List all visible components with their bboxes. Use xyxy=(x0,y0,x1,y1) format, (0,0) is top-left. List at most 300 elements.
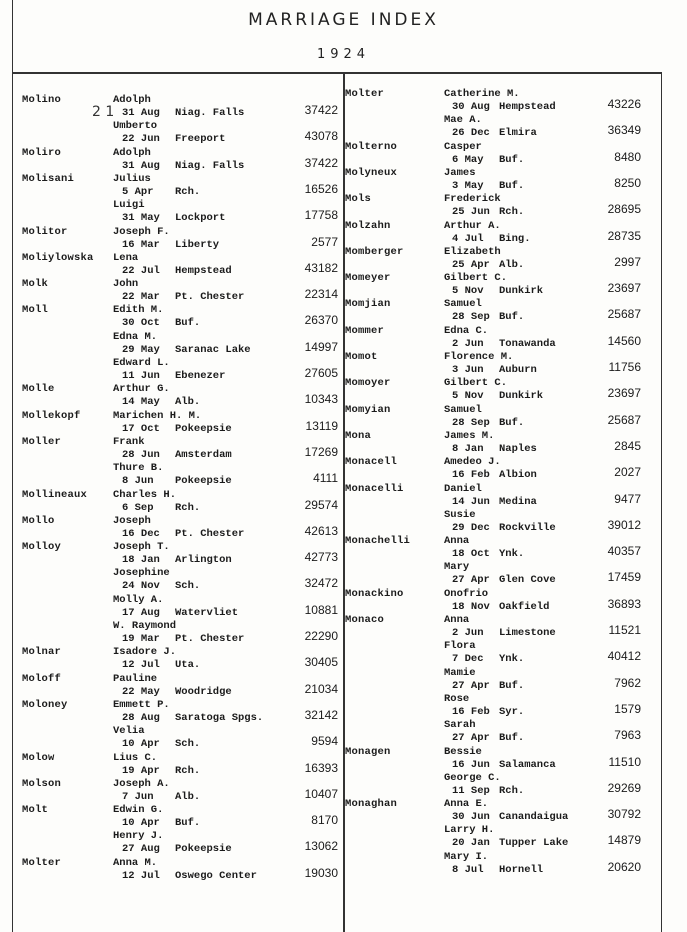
entry-certificate-number: 29574 xyxy=(304,497,338,512)
entry-date: 29 May xyxy=(122,343,160,356)
entry-given-name: Lius C. xyxy=(113,751,158,764)
entry-given-name: Lena xyxy=(113,251,139,264)
index-entry xyxy=(22,699,342,725)
index-entry xyxy=(22,252,342,278)
entry-certificate-number: 32142 xyxy=(304,707,338,722)
index-entry xyxy=(22,620,342,646)
entry-surname: Monacell xyxy=(345,456,398,469)
entry-place: Medina xyxy=(499,495,537,508)
index-entry xyxy=(345,88,645,114)
entry-given-name: Julius xyxy=(113,172,151,185)
entry-place: Rch. xyxy=(499,206,525,219)
entry-given-name: Amedeo J. xyxy=(444,456,501,469)
index-entry xyxy=(345,746,645,772)
index-entry xyxy=(22,462,342,488)
entry-surname: Mollekopf xyxy=(22,409,81,422)
entry-given-name: Gilbert C. xyxy=(444,272,508,285)
entry-date: 30 Oct xyxy=(122,317,160,330)
entry-surname: Molk xyxy=(22,278,49,291)
entry-date: 28 Sep xyxy=(452,416,490,429)
index-entry xyxy=(345,614,645,640)
entry-surname: Mona xyxy=(345,429,372,442)
entry-given-name: Casper xyxy=(444,140,482,153)
index-entry xyxy=(22,752,342,778)
index-entry xyxy=(22,778,342,804)
entry-date: 18 Nov xyxy=(452,600,490,613)
entry-given-name: Joseph F. xyxy=(113,225,170,238)
entry-place: Alb. xyxy=(175,790,201,803)
entry-given-name: Elizabeth xyxy=(444,245,501,258)
entry-surname: Momyian xyxy=(345,403,391,416)
entry-given-name: Joseph T. xyxy=(113,541,170,554)
entry-certificate-number: 13062 xyxy=(304,839,338,854)
entry-certificate-number: 37422 xyxy=(304,103,338,117)
entry-surname: Moliylowska xyxy=(22,251,94,264)
entry-given-name: Catherine M. xyxy=(444,88,520,100)
index-entry xyxy=(22,120,342,146)
entry-certificate-number: 7962 xyxy=(614,675,641,690)
entry-given-name: Arthur A. xyxy=(444,219,501,232)
entry-place: Sch. xyxy=(175,580,201,593)
entry-certificate-number: 2577 xyxy=(311,234,338,249)
entry-date: 31 May xyxy=(122,212,160,225)
index-entry xyxy=(345,824,645,850)
entry-place: Saranac Lake xyxy=(175,343,251,356)
entry-certificate-number: 40412 xyxy=(607,649,641,664)
entry-surname: Monachelli xyxy=(345,535,411,548)
entry-given-name: Joseph xyxy=(113,514,151,527)
entry-place: Amsterdam xyxy=(175,448,232,461)
entry-date: 28 Jun xyxy=(122,448,160,461)
entry-surname: Momeyer xyxy=(345,272,391,285)
entry-place: Hempstead xyxy=(175,264,232,277)
entry-surname: Moloff xyxy=(22,672,62,685)
entry-certificate-number: 30405 xyxy=(304,655,338,670)
entry-given-name: Edna C. xyxy=(444,324,489,337)
entry-date: 6 Sep xyxy=(122,501,154,514)
entry-place: Liberty xyxy=(175,238,220,251)
entry-certificate-number: 14997 xyxy=(304,339,338,354)
entry-date: 25 Apr xyxy=(452,258,490,271)
entry-date: 18 Jan xyxy=(122,554,160,567)
entry-given-name: James M. xyxy=(444,429,495,442)
entry-certificate-number: 30792 xyxy=(607,807,641,822)
entry-certificate-number: 17459 xyxy=(607,570,641,585)
index-entry xyxy=(22,226,342,252)
entry-surname: Mollo xyxy=(22,514,55,527)
entry-certificate-number: 17269 xyxy=(304,444,338,459)
index-entry xyxy=(345,325,645,351)
entry-certificate-number: 13119 xyxy=(305,418,338,433)
entry-date: 5 Apr xyxy=(122,185,154,198)
entry-place: Pokeepsie xyxy=(175,843,232,856)
entry-surname: Molnar xyxy=(22,646,62,659)
entry-given-name: Pauline xyxy=(113,672,158,685)
index-entry xyxy=(345,667,645,693)
entry-certificate-number: 11521 xyxy=(608,623,641,637)
entry-certificate-number: 26370 xyxy=(304,313,338,328)
entry-certificate-number: 43182 xyxy=(304,260,338,275)
index-entry xyxy=(22,594,342,620)
entry-surname: Molter xyxy=(22,856,62,869)
entry-date: 25 Jun xyxy=(452,206,490,219)
index-entry xyxy=(22,515,342,541)
entry-date: 19 Apr xyxy=(122,764,160,777)
entry-certificate-number: 2845 xyxy=(614,438,641,453)
entry-certificate-number: 8170 xyxy=(311,813,338,828)
entry-date: 7 Dec xyxy=(452,653,484,666)
entry-certificate-number: 22290 xyxy=(304,629,338,643)
index-entry xyxy=(22,199,342,225)
index-entry xyxy=(345,141,645,167)
entry-surname: Moll xyxy=(22,304,49,317)
entry-certificate-number: 25687 xyxy=(607,307,641,322)
entry-given-name: Marichen H. M. xyxy=(113,409,202,422)
entry-certificate-number: 43078 xyxy=(304,129,338,144)
entry-given-name: Adolph xyxy=(113,94,151,106)
entry-surname: Moliro xyxy=(22,146,62,159)
entry-surname: Mollineaux xyxy=(22,488,88,501)
entry-date: 8 Jan xyxy=(452,442,484,455)
entry-place: Dunkirk xyxy=(499,285,544,298)
entry-certificate-number: 28695 xyxy=(607,202,641,217)
entry-given-name: Anna xyxy=(444,614,470,626)
entry-date: 12 Jul xyxy=(122,869,160,882)
entry-surname: Molyneux xyxy=(345,166,398,179)
entry-place: Syr. xyxy=(499,705,525,718)
entry-certificate-number: 27605 xyxy=(304,366,338,380)
entry-given-name: Luigi xyxy=(113,199,145,212)
entry-place: Arlington xyxy=(175,554,232,567)
entry-date: 17 Oct xyxy=(122,422,160,435)
entry-date: 10 Apr xyxy=(122,817,160,830)
entry-certificate-number: 10407 xyxy=(304,786,338,801)
entry-given-name: Rose xyxy=(444,692,470,705)
index-entry xyxy=(345,772,645,798)
entry-surname: Moloney xyxy=(22,698,68,711)
entry-place: Pt. Chester xyxy=(175,527,245,540)
entry-date: 27 Apr xyxy=(452,574,490,587)
entry-certificate-number: 7963 xyxy=(614,728,641,743)
entry-certificate-number: 17758 xyxy=(304,208,338,223)
entry-date: 22 May xyxy=(122,685,160,698)
index-entry xyxy=(22,147,342,173)
entry-place: Buf. xyxy=(175,317,201,330)
entry-date: 20 Jan xyxy=(452,837,490,850)
entry-certificate-number: 11756 xyxy=(608,360,641,374)
entry-date: 27 Apr xyxy=(452,732,490,745)
entry-certificate-number: 23697 xyxy=(607,281,641,296)
entry-given-name: Flora xyxy=(444,640,476,653)
entry-place: Rch. xyxy=(175,501,201,514)
entry-place: Sch. xyxy=(175,738,201,751)
entry-surname: Molisani xyxy=(22,172,75,185)
entry-given-name: Onofrio xyxy=(444,587,489,600)
entry-given-name: Gilbert C. xyxy=(444,377,508,390)
entry-surname: Momoyer xyxy=(345,377,391,390)
index-entry xyxy=(345,456,645,482)
entry-given-name: W. Raymond xyxy=(113,620,177,632)
index-entry xyxy=(22,646,342,672)
index-entry xyxy=(345,561,645,587)
entry-date: 2 Jun xyxy=(452,627,484,639)
entry-place: Hornell xyxy=(499,863,544,876)
entry-place: Rockville xyxy=(499,521,556,534)
entry-place: Auburn xyxy=(499,364,537,376)
entry-certificate-number: 2027 xyxy=(614,465,641,480)
index-entry xyxy=(345,246,645,272)
entry-given-name: Samuel xyxy=(444,403,482,416)
right-margin-rule xyxy=(661,73,662,932)
entry-place: Buf. xyxy=(175,817,201,830)
entry-place: Naples xyxy=(499,442,537,455)
entry-certificate-number: 2997 xyxy=(614,254,641,269)
entry-surname: Molson xyxy=(22,777,62,790)
entry-place: Canandaigua xyxy=(499,811,569,824)
index-entry xyxy=(345,272,645,298)
entry-given-name: Umberto xyxy=(113,120,158,133)
entry-certificate-number: 29269 xyxy=(607,780,641,795)
entry-place: Glen Cove xyxy=(499,574,556,587)
entry-place: Rch. xyxy=(499,784,525,797)
entry-certificate-number: 10881 xyxy=(304,602,338,617)
index-year: 1924 xyxy=(316,47,371,62)
page-title: MARRIAGE INDEX xyxy=(248,10,439,30)
entry-surname: Molle xyxy=(22,383,55,396)
entry-given-name: Arthur G. xyxy=(113,383,170,396)
entry-place: Albion xyxy=(499,469,537,482)
entry-place: Ynk. xyxy=(499,548,525,561)
entry-place: Buf. xyxy=(499,732,525,745)
entry-date: 12 Jul xyxy=(122,659,160,672)
index-entry xyxy=(22,331,342,357)
entry-date: 8 Jun xyxy=(122,475,154,488)
index-entry xyxy=(22,304,342,330)
entry-surname: Molino xyxy=(22,94,62,106)
entry-given-name: John xyxy=(113,278,139,291)
index-entry xyxy=(22,725,342,751)
entry-date: 8 Jul xyxy=(452,863,484,876)
entry-given-name: Josephine xyxy=(113,567,170,580)
entry-certificate-number: 16393 xyxy=(304,760,338,775)
index-entry xyxy=(345,693,645,719)
index-entry xyxy=(345,351,645,377)
entry-place: Saratoga Spgs. xyxy=(175,711,264,724)
index-entry xyxy=(22,830,342,856)
entry-date: 10 Apr xyxy=(122,738,160,751)
entry-given-name: George C. xyxy=(444,771,501,784)
entry-given-name: Adolph xyxy=(113,146,151,159)
entry-given-name: Henry J. xyxy=(113,830,164,843)
entry-surname: Molow xyxy=(22,751,55,764)
entry-surname: Molt xyxy=(22,804,49,817)
entry-date: 7 Jun xyxy=(122,790,154,803)
entry-place: Niag. Falls xyxy=(175,107,245,119)
entry-place: Tonawanda xyxy=(499,337,556,350)
entry-certificate-number: 9477 xyxy=(614,491,641,506)
entry-surname: Monacelli xyxy=(345,482,404,495)
entry-certificate-number: 19030 xyxy=(304,865,338,880)
entry-certificate-number: 23697 xyxy=(607,386,641,401)
index-entry xyxy=(345,851,645,877)
index-entry xyxy=(22,94,342,120)
entry-certificate-number: 9594 xyxy=(311,734,338,749)
entry-certificate-number: 25687 xyxy=(607,412,641,427)
entry-certificate-number: 42773 xyxy=(304,550,338,565)
entry-certificate-number: 37422 xyxy=(304,155,338,170)
entry-place: Buf. xyxy=(499,311,525,324)
entry-surname: Monaghan xyxy=(345,798,398,811)
handwritten-note: 2 1 xyxy=(92,104,115,120)
entry-date: 26 Dec xyxy=(452,127,490,140)
index-entry xyxy=(345,509,645,535)
entry-date: 6 May xyxy=(452,153,484,166)
index-entry xyxy=(22,857,342,883)
index-entry xyxy=(345,588,645,614)
index-entry xyxy=(22,278,342,304)
entry-date: 16 Jun xyxy=(452,758,490,771)
entry-surname: Molitor xyxy=(22,225,68,238)
entry-place: Uta. xyxy=(175,659,201,672)
entry-certificate-number: 14879 xyxy=(607,833,641,848)
index-entry xyxy=(345,798,645,824)
entry-date: 5 Nov xyxy=(452,390,484,403)
entry-place: Salamanca xyxy=(499,758,556,771)
entry-surname: Moller xyxy=(22,435,62,448)
entry-date: 11 Jun xyxy=(122,370,160,382)
entry-certificate-number: 40357 xyxy=(607,544,641,559)
entry-certificate-number: 42613 xyxy=(304,523,338,538)
entry-place: Alb. xyxy=(499,258,525,271)
entry-certificate-number: 36893 xyxy=(607,596,641,611)
entry-date: 27 Apr xyxy=(452,679,490,692)
index-entry xyxy=(345,535,645,561)
entry-certificate-number: 39012 xyxy=(607,517,641,532)
entry-place: Pokeepsie xyxy=(175,475,232,488)
entry-place: Tupper Lake xyxy=(499,837,569,850)
entry-given-name: Mae A. xyxy=(444,114,482,127)
entry-date: 30 Aug xyxy=(452,101,490,113)
index-entry xyxy=(22,383,342,409)
entry-surname: Mommer xyxy=(345,324,385,337)
index-entry xyxy=(345,404,645,430)
entry-given-name: Edwin G. xyxy=(113,804,164,817)
entry-given-name: Anna E. xyxy=(444,798,489,811)
entry-date: 27 Aug xyxy=(122,843,160,856)
entry-place: Hempstead xyxy=(499,101,556,113)
entry-certificate-number: 20620 xyxy=(607,859,641,874)
entry-given-name: Edna M. xyxy=(113,330,158,343)
index-entry xyxy=(345,483,645,509)
index-entry xyxy=(345,220,645,246)
index-entry xyxy=(345,640,645,666)
entry-date: 2 Jun xyxy=(452,337,484,350)
entry-place: Freeport xyxy=(175,133,226,146)
entry-given-name: Joseph A. xyxy=(113,777,170,790)
entry-given-name: Frederick xyxy=(444,193,501,206)
entry-place: Limestone xyxy=(499,627,556,639)
entry-given-name: Bessie xyxy=(444,745,482,758)
entry-place: Alb. xyxy=(175,396,201,409)
entry-date: 16 Mar xyxy=(122,238,160,251)
entry-surname: Molzahn xyxy=(345,219,391,232)
index-entry xyxy=(345,377,645,403)
index-entry xyxy=(22,436,342,462)
entry-surname: Mols xyxy=(345,193,372,206)
entry-certificate-number: 4111 xyxy=(313,471,338,486)
entry-given-name: Frank xyxy=(113,435,145,448)
index-entry xyxy=(22,567,342,593)
entry-place: Dunkirk xyxy=(499,390,544,403)
entry-certificate-number: 28735 xyxy=(607,228,641,243)
entry-date: 4 Jul xyxy=(452,232,484,245)
entry-date: 18 Oct xyxy=(452,548,490,561)
index-entry xyxy=(345,298,645,324)
entry-place: Niag. Falls xyxy=(175,159,245,172)
entry-certificate-number: 22314 xyxy=(304,287,338,302)
entry-date: 17 Aug xyxy=(122,606,160,619)
entry-given-name: Edward L. xyxy=(113,357,170,369)
entry-given-name: Susie xyxy=(444,508,476,521)
entry-given-name: James xyxy=(444,166,476,179)
entry-surname: Molterno xyxy=(345,140,398,153)
entry-certificate-number: 36349 xyxy=(607,123,641,138)
entry-place: Buf. xyxy=(499,153,525,166)
entry-place: Pokeepsie xyxy=(175,422,232,435)
header-rule xyxy=(12,72,662,74)
index-entry xyxy=(22,673,342,699)
left-margin-rule xyxy=(12,0,13,932)
index-entry xyxy=(22,489,342,515)
entry-certificate-number: 21034 xyxy=(304,681,338,696)
entry-place: Ebenezer xyxy=(175,370,226,382)
entry-surname: Momot xyxy=(345,351,378,363)
entry-surname: Momberger xyxy=(345,245,404,258)
index-entry xyxy=(345,719,645,745)
entry-given-name: Isadore J. xyxy=(113,646,177,659)
entry-date: 31 Aug xyxy=(122,107,160,119)
entry-place: Rch. xyxy=(175,764,201,777)
entry-place: Ynk. xyxy=(499,653,525,666)
entry-place: Pt. Chester xyxy=(175,291,245,304)
entry-date: 16 Dec xyxy=(122,527,160,540)
entry-place: Lockport xyxy=(175,212,226,225)
index-entry xyxy=(345,430,645,456)
index-entry xyxy=(345,114,645,140)
entry-certificate-number: 43226 xyxy=(607,97,641,111)
entry-given-name: Edith M. xyxy=(113,304,164,317)
entry-place: Buf. xyxy=(499,416,525,429)
entry-given-name: Anna xyxy=(444,535,470,548)
entry-date: 16 Feb xyxy=(452,705,490,718)
entry-date: 30 Jun xyxy=(452,811,490,824)
entry-place: Pt. Chester xyxy=(175,633,245,645)
entry-date: 5 Nov xyxy=(452,285,484,298)
entry-surname: Molloy xyxy=(22,541,62,554)
entry-place: Woodridge xyxy=(175,685,232,698)
entry-given-name: Sarah xyxy=(444,719,476,732)
index-entry xyxy=(22,357,342,383)
entry-date: 22 Mar xyxy=(122,291,160,304)
entry-given-name: Velia xyxy=(113,725,145,738)
entry-given-name: Anna M. xyxy=(113,856,158,869)
index-entry xyxy=(345,167,645,193)
entry-date: 31 Aug xyxy=(122,159,160,172)
entry-given-name: Charles H. xyxy=(113,488,177,501)
entry-certificate-number: 8250 xyxy=(614,175,641,190)
entry-certificate-number: 1579 xyxy=(614,701,641,716)
index-entry xyxy=(345,193,645,219)
